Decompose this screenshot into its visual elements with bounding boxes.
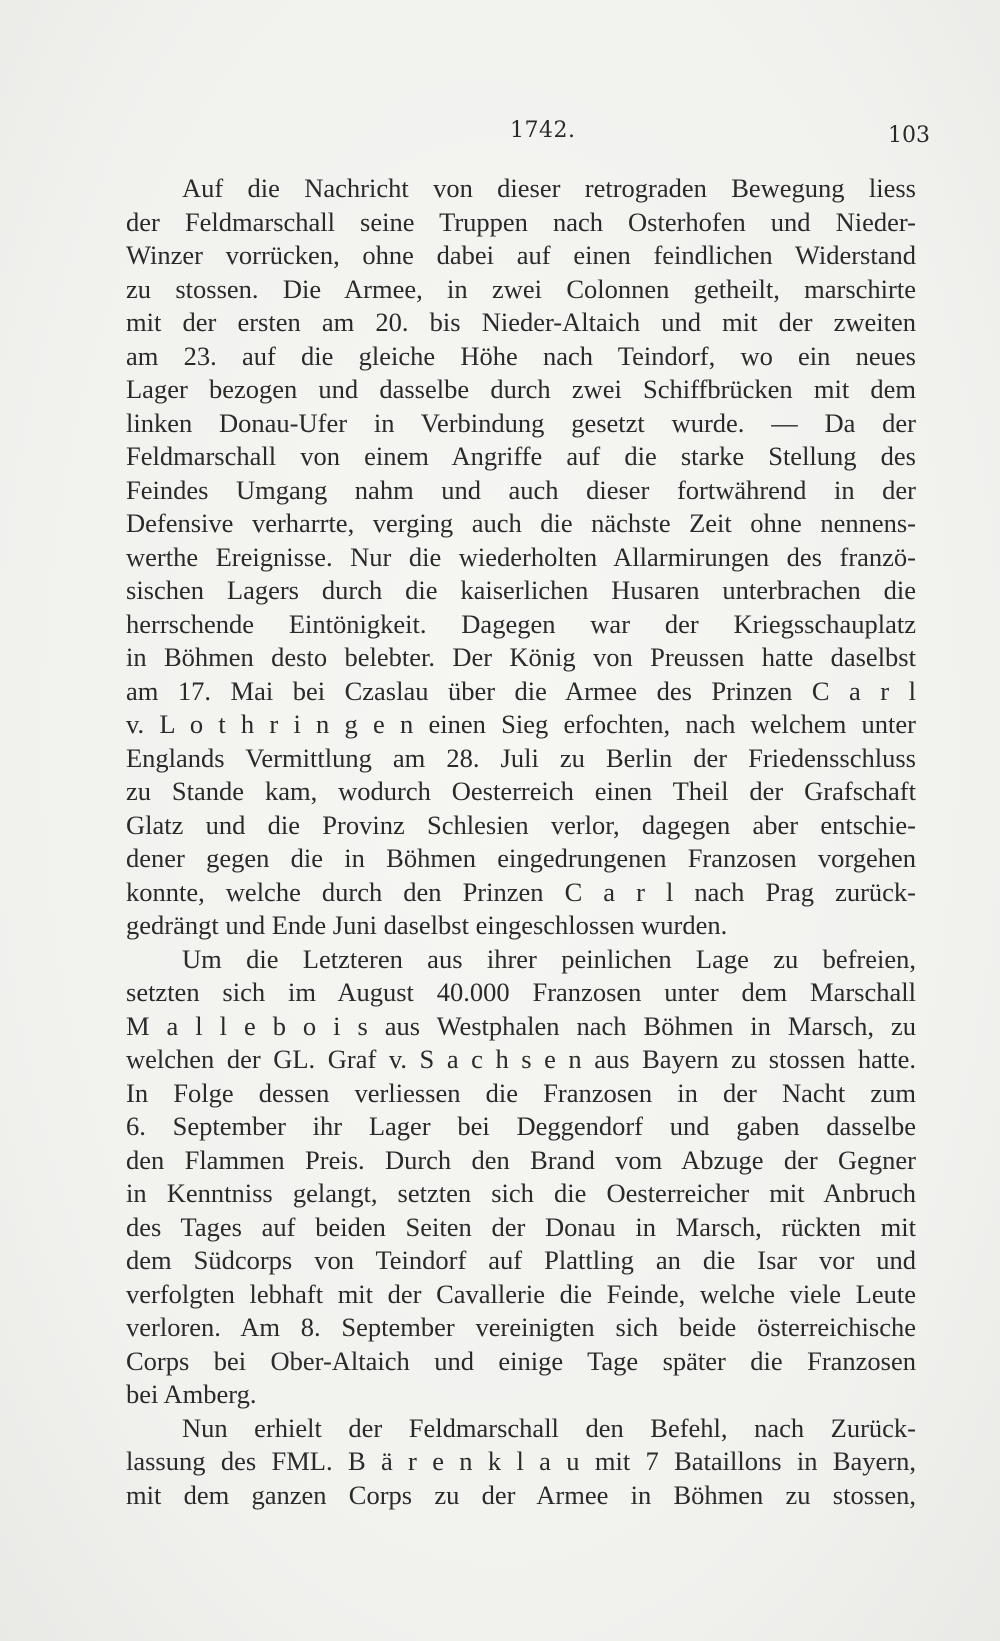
text-line: der Feldmarschall seine Truppen nach Osterhofen und Nieder- [126, 206, 916, 237]
text-line: Feindes Umgang nahm und auch dieser fortwährend in der [126, 474, 916, 505]
text-line: den Flammen Preis. Durch den Brand vom Abzuge der Gegner [126, 1144, 916, 1175]
text-line: werthe Ereignisse. Nur die wiederholten Allarmirungen des franzö- [126, 541, 916, 572]
running-head-year: 1742. [510, 118, 576, 143]
text-line: Um die Letzteren aus ihrer peinlichen Lage zu befreien, [182, 943, 916, 974]
text-line: des Tages auf beiden Seiten der Donau in Marsch, rückten mit [126, 1211, 916, 1242]
text-line: Defensive verharrte, verging auch die nächste Zeit ohne nennens- [126, 508, 916, 538]
text-line: mit der ersten am 20. bis Nieder-Altaich und mit der zweiten [126, 307, 916, 337]
text-line: bei Amberg. [126, 1379, 257, 1409]
body-text [126, 172, 916, 1512]
paragraph-1 [126, 172, 916, 943]
text-line: Glatz und die Provinz Schlesien verlor, dagegen aber entschie- [126, 809, 916, 840]
text-line: Feldmarschall von einem Angriffe auf die starke Stellung des [126, 441, 916, 471]
text-line: sischen Lagers durch die kaiserlichen Husaren unterbrachen die [126, 575, 916, 605]
text-line: am 23. auf die gleiche Höhe nach Teindorf, wo ein neues [126, 340, 916, 371]
running-head [0, 118, 1000, 148]
text-line: dem Südcorps von Teindorf auf Plattling an die Isar vor und [126, 1245, 916, 1275]
text-line: Lager bezogen und dasselbe durch zwei Schiffbrücken mit dem [126, 374, 916, 404]
page-number: 103 [888, 123, 930, 148]
paragraph-2 [126, 943, 916, 1412]
text-line: zu stossen. Die Armee, in zwei Colonnen getheilt, marschirte [126, 273, 916, 304]
text-line: verfolgten lebhaft mit der Cavallerie die Feinde, welche viele Leute [126, 1278, 916, 1309]
text-line: zu Stande kam, wodurch Oesterreich einen Theil der Grafschaft [126, 776, 916, 806]
text-line: Nun erhielt der Feldmarschall den Befehl, nach Zurück- [182, 1412, 916, 1443]
text-line: v. L o t h r i n g e n einen Sieg erfochten, nach welchem unter [126, 709, 916, 739]
paragraph-3 [126, 1412, 916, 1513]
text-line: in Böhmen desto belebter. Der König von Preussen hatte daselbst [126, 642, 916, 672]
text-line: setzten sich im August 40.000 Franzosen unter dem Marschall [126, 977, 916, 1007]
text-line: In Folge dessen verliessen die Franzosen in der Nacht zum [126, 1077, 916, 1108]
text-line: welchen der GL. Graf v. S a c h s e n aus Bayern zu stossen hatte. [126, 1044, 916, 1074]
text-line: am 17. Mai bei Czaslau über die Armee des Prinzen C a r l [126, 675, 916, 706]
text-line: in Kenntniss gelangt, setzten sich die Oesterreicher mit Anbruch [126, 1178, 916, 1208]
text-line: dener gegen die in Böhmen eingedrungenen Franzosen vorgehen [126, 843, 916, 873]
text-line: 6. September ihr Lager bei Deggendorf und gaben dasselbe [126, 1111, 916, 1141]
text-line: Englands Vermittlung am 28. Juli zu Berlin der Friedensschluss [126, 742, 916, 773]
text-line: Corps bei Ober-Altaich und einige Tage später die Franzosen [126, 1345, 916, 1376]
text-line: gedrängt und Ende Juni daselbst eingeschlossen wurden. [126, 910, 728, 940]
text-line: linken Donau-Ufer in Verbindung gesetzt wurde. — Da der [126, 407, 916, 438]
text-line: M a l l e b o i s aus Westphalen nach Böhmen in Marsch, zu [126, 1010, 916, 1041]
text-line: verloren. Am 8. September vereinigten sich beide österreichische [126, 1312, 916, 1342]
text-line: lassung des FML. B ä r e n k l a u mit 7 Bataillons in Bayern, [126, 1446, 916, 1476]
text-line: konnte, welche durch den Prinzen C a r l nach Prag zurück- [126, 876, 916, 907]
text-line: herrschende Eintönigkeit. Dagegen war der Kriegsschauplatz [126, 608, 916, 639]
text-line: Winzer vorrücken, ohne dabei auf einen feindlichen Widerstand [126, 240, 916, 270]
text-line: Auf die Nachricht von dieser retrograden Bewegung liess [182, 173, 916, 203]
text-line: mit dem ganzen Corps zu der Armee in Böhmen zu stossen, [126, 1479, 916, 1510]
